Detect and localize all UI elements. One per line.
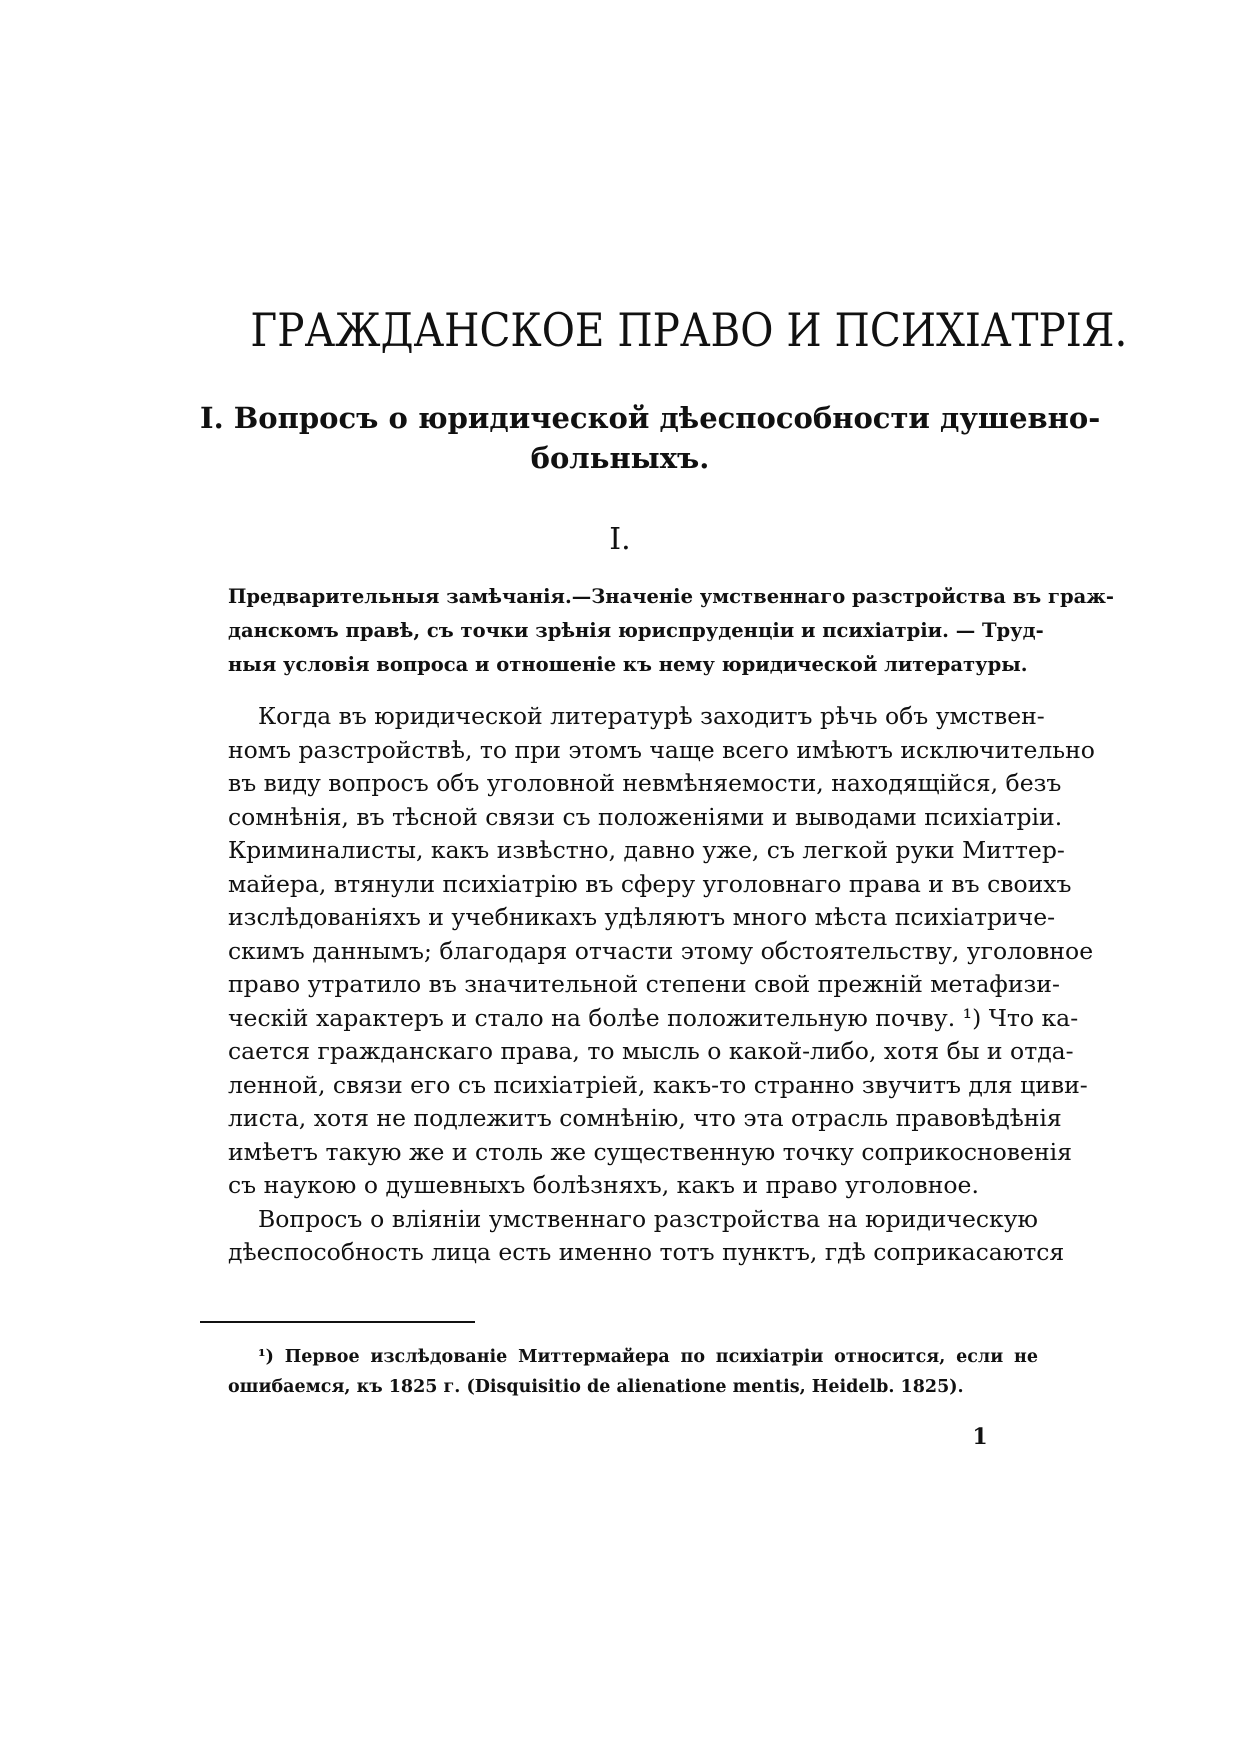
chapter-subtitle (200, 398, 1101, 478)
paragraph-1 (228, 700, 1095, 1203)
text-line: Когда въ юридической литературѣ заходитъ рѣчь объ умствен- (258, 702, 1045, 730)
subtitle-line: больныхъ. (530, 441, 710, 475)
page-title: ГРАЖДАНСКОЕ ПРАВО И ПСИХІАТРІЯ. (250, 303, 1128, 357)
subtitle-line: I. Вопросъ о юридической дѣеспособности душевно- (200, 401, 1101, 435)
summary-line: ныя условія вопроса и отношеніе къ нему юридической литературы. (228, 653, 1028, 676)
section-summary (228, 580, 1115, 682)
text-line: имѣетъ такую же и столь же существенную точку соприкосновенія (228, 1137, 1072, 1166)
text-line: сается гражданскаго права, то мысль о какой-либо, хотя бы и отда- (228, 1037, 1074, 1065)
text-line: сомнѣнія, въ тѣсной связи съ положеніями и выводами психіатріи. (228, 802, 1063, 831)
text-line: право утратило въ значительной степени свой прежній метафизи- (228, 970, 1060, 998)
footnote-line: ¹) Первое изслѣдованіе Миттермайера по психіатріи относится, если не (258, 1347, 1038, 1367)
summary-line: данскомъ правѣ, съ точки зрѣнія юриспруденціи и психіатріи. — Труд- (228, 619, 1044, 642)
text-line: скимъ даннымъ; благодаря отчасти этому обстоятельству, уголовное (228, 936, 1094, 965)
paragraph-2 (228, 1203, 1065, 1270)
text-line: ческій характеръ и стало на болѣе положительную почву. ¹) Что ка- (228, 1003, 1079, 1032)
text-line: въ виду вопросъ объ уголовной невмѣняемости, находящійся, безъ (228, 769, 1062, 797)
text-line: листа, хотя не подлежитъ сомнѣнію, что эта отрасль правовѣдѣнія (228, 1104, 1062, 1132)
text-line: дѣеспособность лица есть именно тотъ пунктъ, гдѣ соприкасаются (228, 1238, 1065, 1266)
footnote-line: ошибаемся, къ 1825 г. (Disquisitio de alienatione mentis, Heidelb. 1825). (228, 1377, 964, 1397)
text-line: съ наукою о душевныхъ болѣзняхъ, какъ и право уголовное. (228, 1171, 979, 1199)
text-line: майера, втянули психіатрію въ сферу уголовнаго права и въ своихъ (228, 869, 1072, 898)
page-number: 1 (972, 1424, 988, 1450)
text-line: изслѣдованіяхъ и учебникахъ удѣляютъ много мѣста психіатриче- (228, 903, 1056, 931)
footnote-divider (200, 1321, 475, 1323)
text-line: номъ разстройствѣ, то при этомъ чаще всего имѣютъ исключительно (228, 735, 1095, 764)
text-line: Криминалисты, какъ извѣстно, давно уже, съ легкой руки Миттер- (228, 836, 1065, 864)
summary-line: Предварительныя замѣчанія.—Значеніе умственнаго разстройства въ граж- (228, 585, 1115, 608)
section-numeral: I. (609, 522, 631, 557)
text-line: Вопросъ о вліяніи умственнаго разстройства на юридическую (258, 1204, 1038, 1233)
body-text (228, 700, 1095, 1270)
footnote (228, 1342, 1038, 1402)
text-line: ленной, связи его съ психіатріей, какъ-то странно звучитъ для циви- (228, 1070, 1088, 1099)
